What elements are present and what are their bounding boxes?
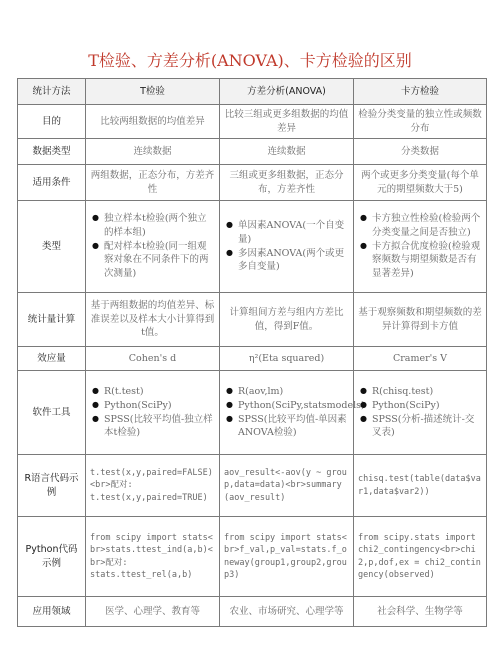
table-row bbox=[18, 105, 487, 139]
table-cell: 连续数据 bbox=[86, 139, 220, 165]
list-item: ● 卡方拟合优度检验(检验观察频数与期望频数是否有显著差异) bbox=[372, 240, 482, 281]
row-label: 应用领域 bbox=[18, 597, 86, 627]
row-label: 目的 bbox=[18, 105, 86, 139]
table-row bbox=[18, 165, 487, 201]
header-cell: 卡方检验 bbox=[354, 79, 487, 105]
page-title: T检验、方差分析(ANOVA)、卡方检验的区别 bbox=[88, 51, 412, 70]
table-cell bbox=[86, 201, 220, 293]
comparison-table bbox=[17, 78, 487, 627]
row-label: 类型 bbox=[18, 201, 86, 293]
code-line: from scipy import stats<br>f_val,p_val=stats.f_oneway(group1,group2,group3) bbox=[224, 532, 347, 580]
code-line: from scipy import stats<br>stats.ttest_ind(a,b)<br>配对: bbox=[90, 532, 213, 568]
list-item: ● Python(SciPy) bbox=[372, 399, 482, 413]
table-cell bbox=[220, 371, 365, 455]
table-cell bbox=[86, 371, 220, 455]
table-cell: 两组数据，正态分布，方差齐性 bbox=[86, 165, 220, 201]
row-label: 软件工具 bbox=[18, 371, 86, 455]
table-cell bbox=[354, 371, 487, 455]
table-header-row bbox=[18, 79, 487, 105]
list-item: ● R(chisq.test) bbox=[372, 385, 482, 399]
list-item: ● SPSS(比较平均值-独立样本t检验) bbox=[104, 413, 215, 441]
table-row bbox=[18, 201, 487, 293]
list-item: ● Python(SciPy) bbox=[104, 399, 215, 413]
code-cell bbox=[354, 455, 487, 517]
header-cell: 方差分析(ANOVA) bbox=[220, 79, 354, 105]
table-cell: 比较两组数据的均值差异 bbox=[86, 105, 220, 139]
row-label: 效应量 bbox=[18, 347, 86, 371]
code-line: chisq.test(table(data$var1,data$var2)) bbox=[358, 474, 481, 497]
table-row bbox=[18, 455, 487, 517]
list-item: ● R(t.test) bbox=[104, 385, 215, 399]
table-cell: η²(Eta squared) bbox=[220, 347, 354, 371]
table-cell bbox=[220, 201, 354, 293]
code-line: t.test(x,y,paired=TRUE) bbox=[90, 492, 208, 503]
table-cell: 医学、心理学、教育等 bbox=[86, 597, 220, 627]
list-item: ● 卡方独立性检验(检验两个分类变量之间是否独立) bbox=[372, 212, 482, 240]
table-cell: 连续数据 bbox=[220, 139, 354, 165]
code-cell bbox=[220, 455, 354, 517]
code-cell bbox=[220, 517, 354, 597]
table-row bbox=[18, 347, 487, 371]
table-cell: 三组或更多组数据，正态分布，方差齐性 bbox=[220, 165, 354, 201]
table-cell: 农业、市场研究、心理学等 bbox=[220, 597, 354, 627]
table-cell: 检验分类变量的独立性或频数分布 bbox=[354, 105, 487, 139]
table-cell: 计算组间方差与组内方差比值，得到F值。 bbox=[220, 293, 354, 347]
code-cell bbox=[86, 455, 220, 517]
table-row bbox=[18, 517, 487, 597]
table-row bbox=[18, 293, 487, 347]
table-cell: 基于两组数据的均值差异、标准误差以及样本大小计算得到t值。 bbox=[86, 293, 220, 347]
table-cell bbox=[354, 201, 487, 293]
table-cell: 两个或更多分类变量(每个单元的期望频数大于5) bbox=[354, 165, 487, 201]
row-label: 统计量计算 bbox=[18, 293, 86, 347]
table-cell: 比较三组或更多组数据的均值差异 bbox=[220, 105, 354, 139]
table-row bbox=[18, 371, 487, 455]
table-row bbox=[18, 597, 487, 627]
row-label: 数据类型 bbox=[18, 139, 86, 165]
row-label: Python代码示例 bbox=[18, 517, 86, 597]
code-line: stats.ttest_rel(a,b) bbox=[90, 569, 193, 580]
list-item: ● 单因素ANOVA(一个自变量) bbox=[238, 219, 349, 247]
row-label: 适用条件 bbox=[18, 165, 86, 201]
header-cell: T检验 bbox=[86, 79, 220, 105]
code-line: aov_result<-aov(y ~ group,data=data)<br>summary(aov_result) bbox=[224, 468, 347, 503]
table-cell: Cramer's V bbox=[354, 347, 487, 371]
code-line: <br>配对: bbox=[90, 480, 133, 491]
list-item: ● Python(SciPy,statsmodels) bbox=[238, 399, 349, 413]
list-item: ● R(aov,lm) bbox=[238, 385, 349, 399]
table-cell: Cohen's d bbox=[86, 347, 220, 371]
table-cell: 社会科学、生物学等 bbox=[354, 597, 487, 627]
list-item: ● SPSS(分析-描述统计-交叉表) bbox=[372, 413, 482, 441]
row-label: R语言代码示例 bbox=[18, 455, 86, 517]
table-cell: 分类数据 bbox=[354, 139, 487, 165]
list-item: ● SPSS(比较平均值-单因素ANOVA检验) bbox=[238, 413, 349, 441]
table-row bbox=[18, 139, 487, 165]
list-item: ● 多因素ANOVA(两个或更多自变量) bbox=[238, 247, 349, 275]
header-cell: 统计方法 bbox=[18, 79, 86, 105]
list-item: ● 独立样本t检验(两个独立的样本组) bbox=[104, 212, 215, 240]
table-cell: 基于观察频数和期望频数的差异计算得到卡方值 bbox=[354, 293, 487, 347]
code-line: t.test(x,y,paired=FALSE) bbox=[90, 468, 213, 479]
list-item: ● 配对样本t检验(同一组观察对象在不同条件下的两次测量) bbox=[104, 240, 215, 281]
code-line: from scipy.stats import chi2_contingency<br>chi2,p,dof,ex = chi2_contingency(observed) bbox=[358, 532, 481, 580]
code-cell bbox=[86, 517, 220, 597]
code-cell bbox=[354, 517, 487, 597]
